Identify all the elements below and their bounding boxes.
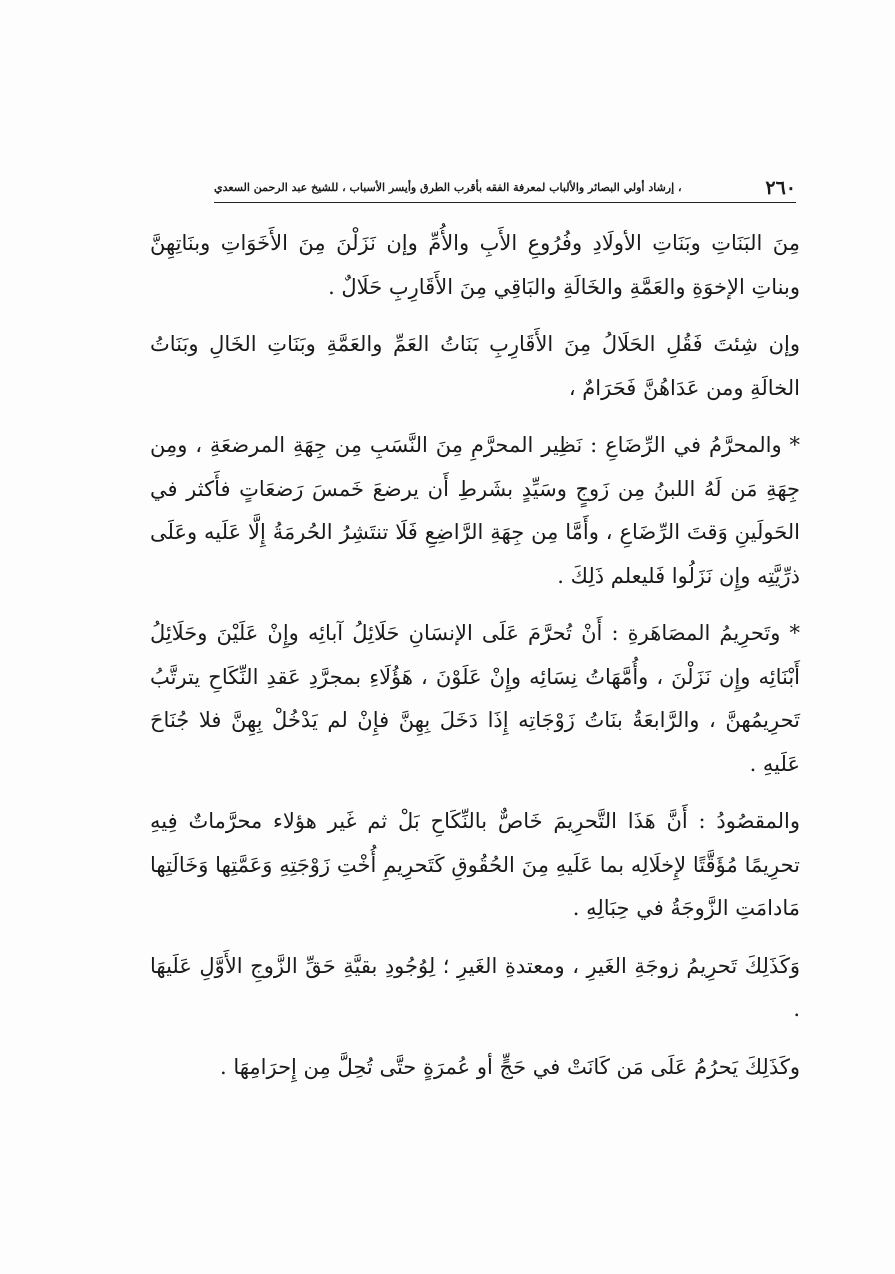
paragraph-halal-summary: وإن شِئتَ فَقُلِ الحَلَالُ مِنَ الأَقَارِبِ بَنَاتُ العَمِّ والعَمَّةِ وبَنَاتِ الخَالِ وبَنَاتُ الخالَةِ ومن عَدَاهُنَّ فَحَرَامٌ ، <box>150 332 800 400</box>
paragraph-in-laws: * وتَحرِيمُ المصَاهَرةِ : أَنْ تُحرَّمَ عَلَى الإنسَانِ حَلَائِلُ آبائِه وإِنْ عَلَيْنَ وحَلَائِلُ أَبْنَائِه وإِن نَزَلْنَ ، وأُمَّهَاتُ نِسَائِه وإِنْ عَلَوْنَ ، هَؤُلَاءِ بمجرَّدِ عَقدِ النِّكَاحِ يترتَّبُ تَحرِيمُهنَّ ، والرَّابعَةُ بنَاتُ زَوْجَاتِه إِذَا دَخَلَ بِهِنَّ فإِنْ لم يَدْخُلْ بِهِنَّ فلا جُنَاحَ عَلَيهِ . <box>150 621 800 776</box>
running-header-title: ، إرشاد أولي البصائر والألباب لمعرفة الفقه بأقرب الطرق وأيسر الأسباب ، للشيخ عبد الرحمن السعدي <box>214 181 682 194</box>
paragraph-halal-relatives: مِنَ البَنَاتِ وبَنَاتِ الأولَادِ وفُرُوعِ الأَبِ والأُمِّ وإن نَزَلْنَ مِنَ الأَخَوَاتِ وبنَاتِهِنَّ وبناتِ الإخوَةِ والعَمَّةِ والخَالَةِ والبَاقِي مِنَ الأَقَارِبِ حَلَالٌ . <box>150 231 800 299</box>
header-divider <box>214 202 796 203</box>
paragraph-breastfeeding: * والمحرَّمُ في الرِّضَاعِ : نَظِير المحرَّمِ مِنَ النَّسَبِ مِن جِهَةِ المرضعَةِ ، ومِن جِهَةِ مَن لَهُ اللبنُ مِن زَوجٍ وسَيِّدٍ بشَرطِ أَن يرضعَ خَمسَ رَضعَاتٍ فأَكثر في الحَولَينِ وَقتَ الرِّضَاعِ ، وأَمَّا مِن جِهَةِ الرَّاضِعِ فَلَا تنتَشِرُ الحُرمَةُ إِلَّا عَلَيه وعَلَى ذرِّيَّتِه وإِن نَزَلُوا فَليعلم ذَلِكَ . <box>150 433 800 588</box>
page-number: ٢٦٠ <box>765 177 796 199</box>
paragraph-ihram: وكَذَلِكَ يَحرُمُ عَلَى مَن كَانَتْ في حَجٍّ أو عُمرَةٍ حتَّى تُحِلَّ مِن إِحرَامِهَا . <box>219 1054 800 1079</box>
paragraph-temporary-prohibition: والمقصُودُ : أَنَّ هَذَا التَّحرِيمَ خَاصٌّ بالنِّكَاحِ بَلْ ثم غَير هؤلاء محرَّماتٌ فِيهِ تحرِيمًا مُؤَقَّتًا لإِخلَالِه بما عَلَيهِ مِنَ الحُقُوقِ كَتَحرِيمِ أُخْتِ زَوْجَتِهِ وَعَمَّتِها وَخَالَتِها مَادامَتِ الزَّوجَةُ في حِبَالِهِ . <box>150 809 800 920</box>
paragraph-others-wife: وَكَذَلِكَ تَحرِيمُ زوجَةِ الغَيرِ ، ومعتدةِ الغَيرِ ؛ لِوُجُودِ بقيَّةِ حَقِّ الزَّوجِ الأَوَّلِ عَلَيهَا . <box>150 953 800 1021</box>
body-text <box>150 222 800 1089</box>
running-header <box>214 176 796 200</box>
